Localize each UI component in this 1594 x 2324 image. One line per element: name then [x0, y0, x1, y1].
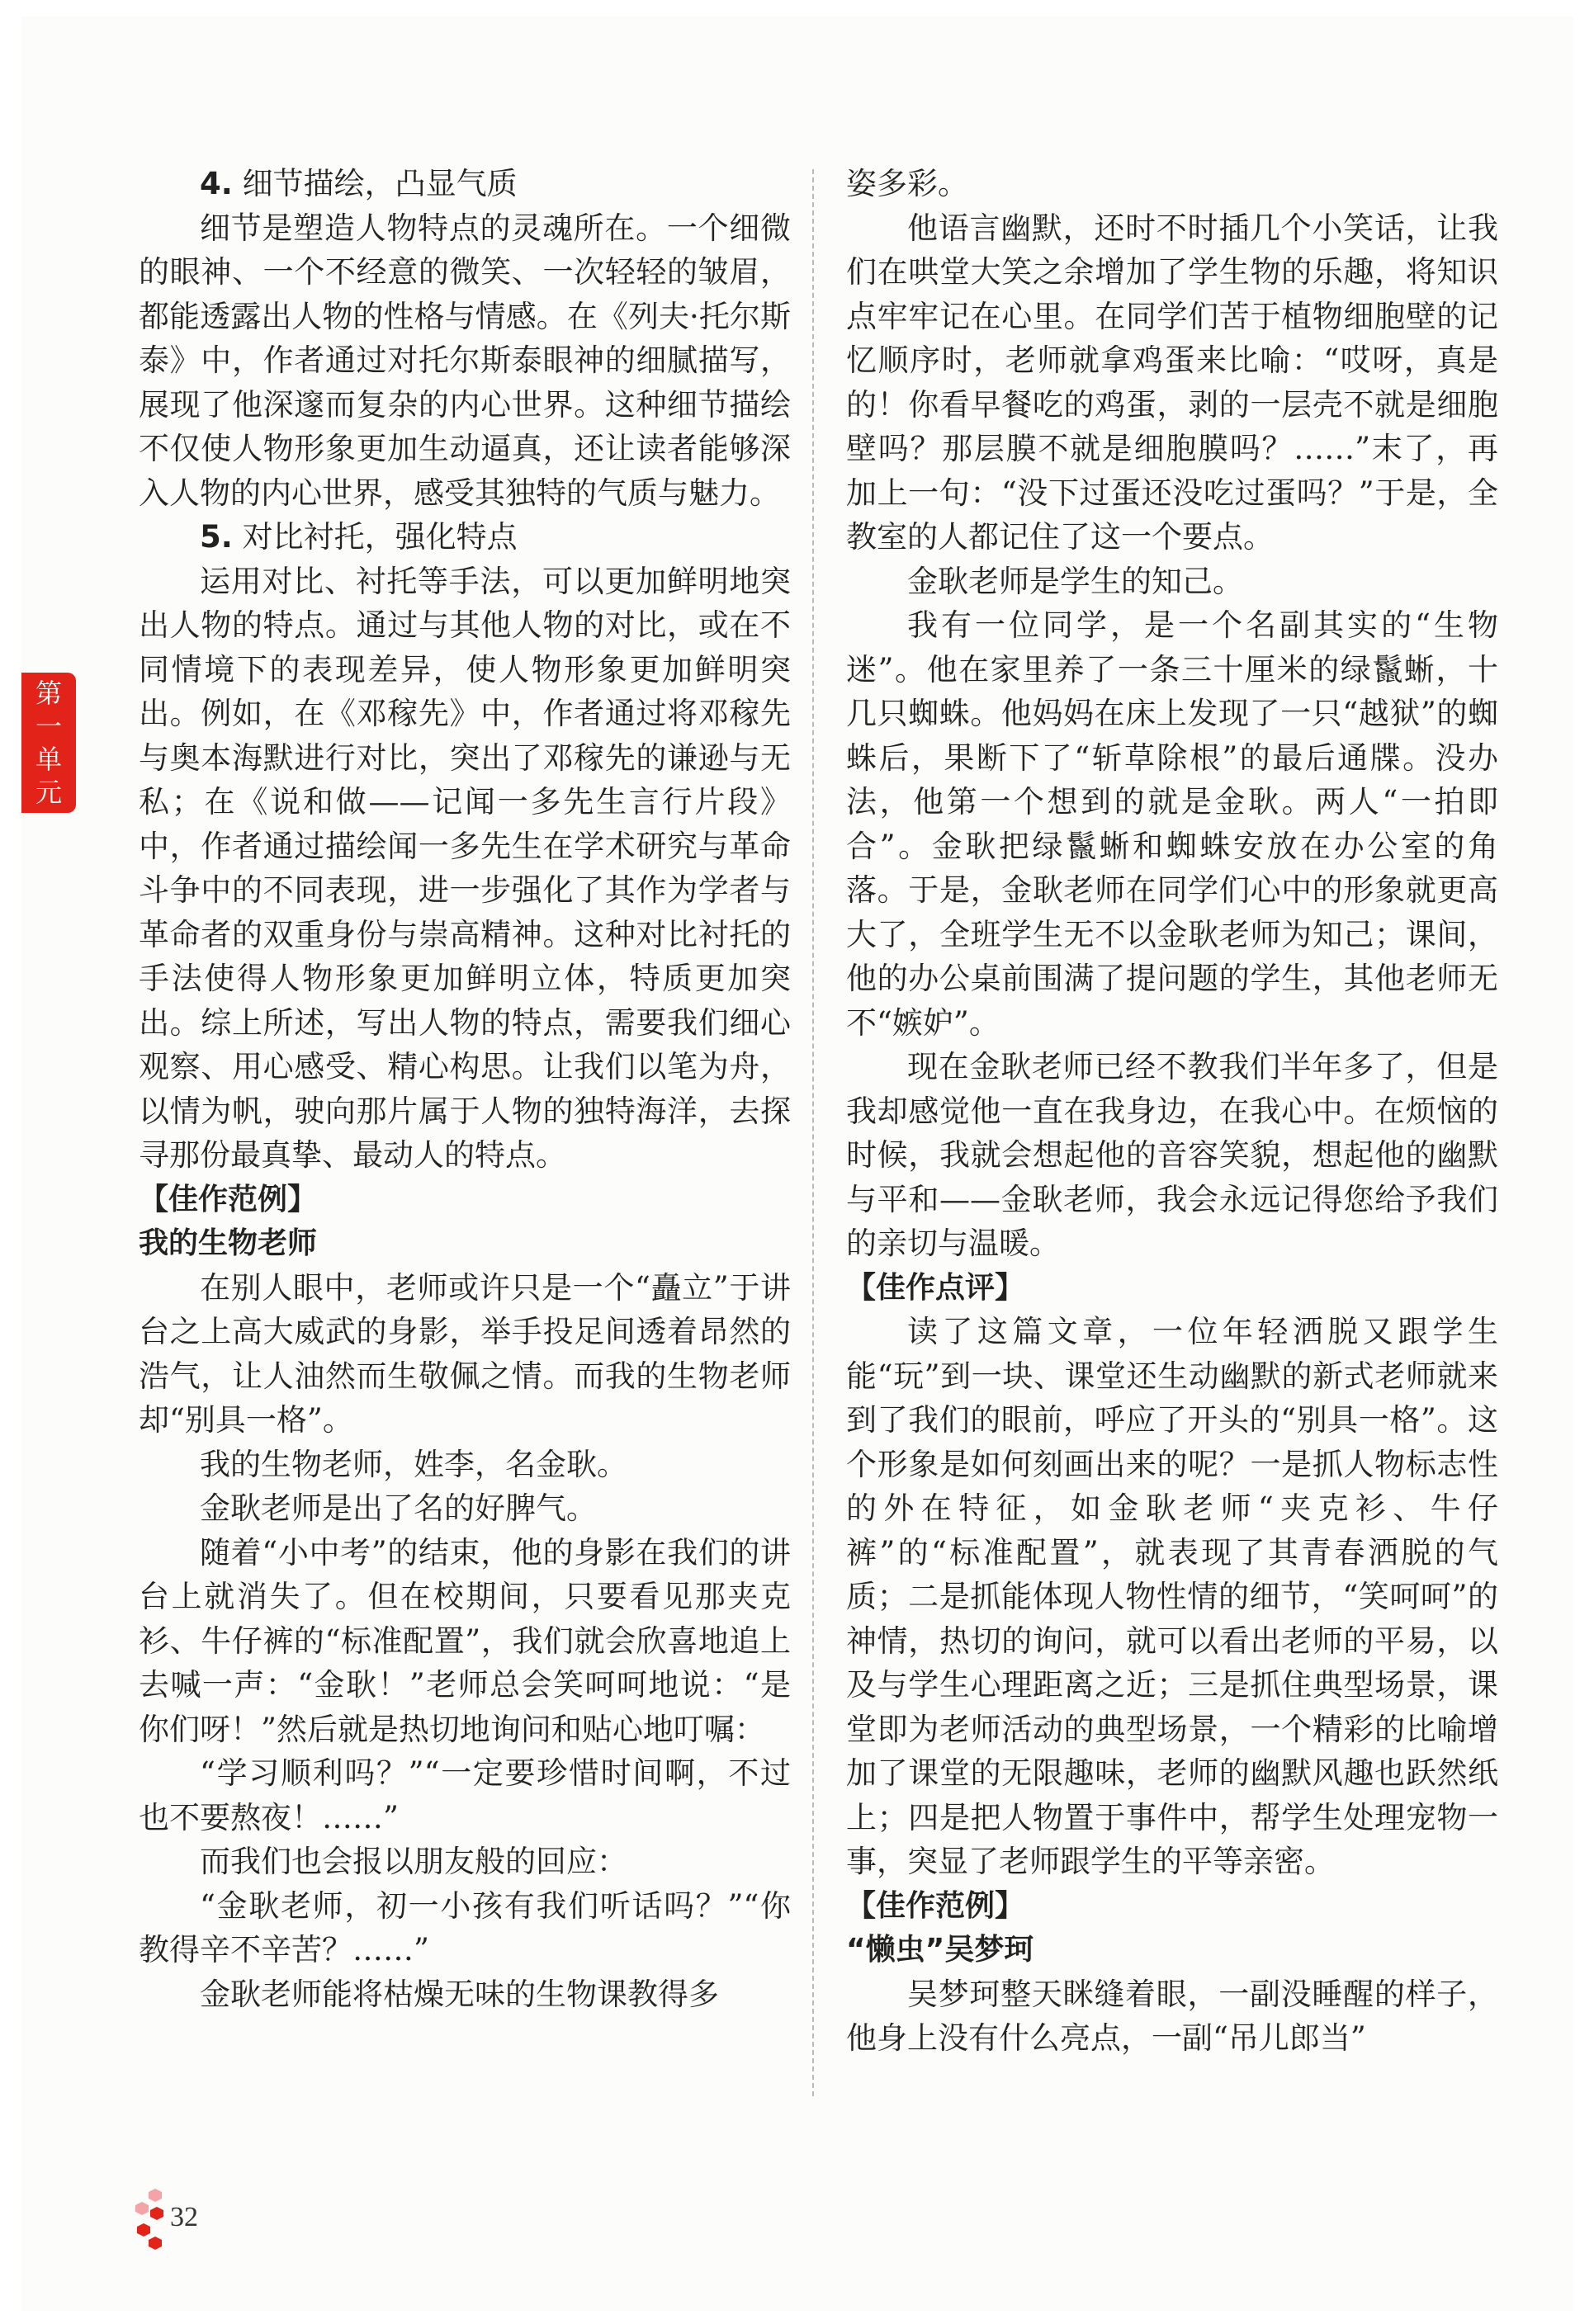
page-number: 32 — [170, 2202, 198, 2232]
hexagon-decoration — [150, 2207, 163, 2220]
essay-1-paragraph: 他语言幽默，还时不时插几个小笑话，让我们在哄堂大笑之余增加了学生物的乐趣，将知识点牢牢记在心里。在同学们苦于植物细胞壁的记忆顺序时，老师就拿鸡蛋来比喻：“哎呀，真是的！你看早餐吃的鸡蛋，剥的一层壳不就是细胞壁吗？那层膜不就是细胞膜吗？……”末了，再加上一句：“没下过蛋还没吃过蛋吗？”于是，全教室的人都记住了这一个要点。 — [846, 210, 1498, 555]
review-tag: 【佳作点评】 — [846, 1270, 1025, 1305]
essay-1-paragraph: “金耿老师，初一小孩有我们听话吗？”“你教得辛不辛苦？……” — [139, 1887, 791, 1967]
essay-1-paragraph: “学习顺利吗？”“一定要珍惜时间啊，不过也不要熬夜！……” — [139, 1755, 791, 1835]
section-5-paragraph: 运用对比、衬托等手法，可以更加鲜明地突出人物的特点。通过与其他人物的对比，或在不同情境下的表现差异，使人物形象更加鲜明突出。例如，在《邓稼先》中，作者通过将邓稼先与奥本海默进行对比，突出了邓稼先的谦逊与无私；在《说和做——记闻一多先生言行片段》中，作者通过描绘闻一多先生在学术研究与革命斗争中的不同表现，进一步强化了其作为学者与革命者的双重身份与崇高精神。这种对比衬托的手法使得人物形象更加鲜明立体，特质更加突出。综上所述，写出人物的特点，需要我们细心观察、用心感受、精心构思。让我们以笔为舟，以情为帆，驶向那片属于人物的独特海洋，去探寻那份最真挚、最动人的特点。 — [139, 563, 791, 1173]
essay-1-paragraph: 金耿老师是出了名的好脾气。 — [200, 1490, 597, 1526]
right-column — [846, 162, 1498, 2061]
essay-1-paragraph: 金耿老师是学生的知己。 — [907, 563, 1243, 599]
section-4-heading — [139, 162, 791, 206]
example-tag-2: 【佳作范例】 — [846, 1888, 1025, 1923]
essay-1-title: 我的生物老师 — [139, 1226, 318, 1260]
hexagon-decoration — [149, 2237, 162, 2250]
unit-side-tab — [21, 673, 76, 813]
section-5-number: 5. — [200, 519, 233, 555]
side-tab-char: 第 — [35, 678, 62, 709]
hexagon-decoration — [135, 2202, 149, 2215]
section-5-heading — [139, 515, 791, 560]
side-tab-char: 单 — [35, 744, 62, 775]
section-5-title: 对比衬托，强化特点 — [242, 519, 518, 555]
column-divider — [812, 169, 814, 2096]
essay-2-paragraph: 吴梦珂整天眯缝着眼，一副没睡醒的样子，他身上没有什么亮点，一副“吊儿郎当” — [846, 1976, 1498, 2056]
side-tab-char: 一 — [35, 711, 62, 742]
essay-1-paragraph: 而我们也会报以朋友般的回应： — [200, 1844, 627, 1879]
section-4-title: 细节描绘，凸显气质 — [242, 166, 518, 201]
section-4-number: 4. — [200, 166, 233, 201]
side-tab-char: 元 — [35, 777, 62, 808]
left-column — [139, 162, 791, 2016]
essay-2-title: “懒虫”吴梦珂 — [846, 1933, 1034, 1967]
review-paragraph: 读了这篇文章，一位年轻洒脱又跟学生能“玩”到一块、课堂还生动幽默的新式老师就来到了我们的眼前，呼应了开头的“别具一格”。这个形象是如何刻画出来的呢？一是抓人物标志性的外在特征，如金耿老师“夹克衫、牛仔裤”的“标准配置”，就表现了其青春洒脱的气质；二是抓能体现人物性情的细节，“笑呵呵”的神情，热切的询问，就可以看出老师的平易，以及与学生心理距离之近；三是抓住典型场景，课堂即为老师活动的典型场景，一个精彩的比喻增加了课堂的无限趣味，老师的幽默风趣也跃然纸上；四是把人物置于事件中，帮学生处理宠物一事，突显了老师跟学生的平等亲密。 — [846, 1314, 1498, 1879]
example-tag: 【佳作范例】 — [139, 1182, 318, 1216]
essay-1-continuation: 姿多彩。 — [846, 166, 968, 201]
essay-1-paragraph: 我的生物老师，姓李，名金耿。 — [200, 1446, 627, 1482]
essay-1-paragraph: 现在金耿老师已经不教我们半年多了，但是我却感觉他一直在我身边，在我心中。在烦恼的时候，我就会想起他的音容笑貌，想起他的幽默与平和——金耿老师，我会永远记得您给予我们的亲切与温暖。 — [846, 1049, 1498, 1261]
hexagon-decoration — [149, 2189, 162, 2202]
hexagon-decoration — [137, 2223, 150, 2237]
essay-1-paragraph: 随着“小中考”的结束，他的身影在我们的讲台上就消失了。但在校期间，只要看见那夹克衫、牛仔裤的“标准配置”，我们就会欣喜地追上去喊一声：“金耿！”老师总会笑呵呵地说：“是你们呀！”然后就是热切地询问和贴心地叮嘱： — [139, 1534, 791, 1747]
essay-1-paragraph: 在别人眼中，老师或许只是一个“矗立”于讲台之上高大威武的身影，举手投足间透着昂然的浩气，让人油然而生敬佩之情。而我的生物老师却“别具一格”。 — [139, 1269, 791, 1438]
section-4-paragraph: 细节是塑造人物特点的灵魂所在。一个细微的眼神、一个不经意的微笑、一次轻轻的皱眉，都能透露出人物的性格与情感。在《列夫·托尔斯泰》中，作者通过对托尔斯泰眼神的细腻描写，展现了他深邃而复杂的内心世界。这种细节描绘不仅使人物形象更加生动逼真，还让读者能够深入人物的内心世界，感受其独特的气质与魅力。 — [139, 210, 791, 511]
essay-1-paragraph: 我有一位同学，是一个名副其实的“生物迷”。他在家里养了一条三十厘米的绿鬣蜥，十几只蜘蛛。他妈妈在床上发现了一只“越狱”的蜘蛛后，果断下了“斩草除根”的最后通牒。没办法，他第一个想到的就是金耿。两人“一拍即合”。金耿把绿鬣蜥和蜘蛛安放在办公室的角落。于是，金耿老师在同学们心中的形象就更高大了，全班学生无不以金耿老师为知己；课间，他的办公桌前围满了提问题的学生，其他老师无不“嫉妒”。 — [846, 607, 1498, 1041]
essay-1-paragraph: 金耿老师能将枯燥无味的生物课教得多 — [200, 1976, 719, 2012]
